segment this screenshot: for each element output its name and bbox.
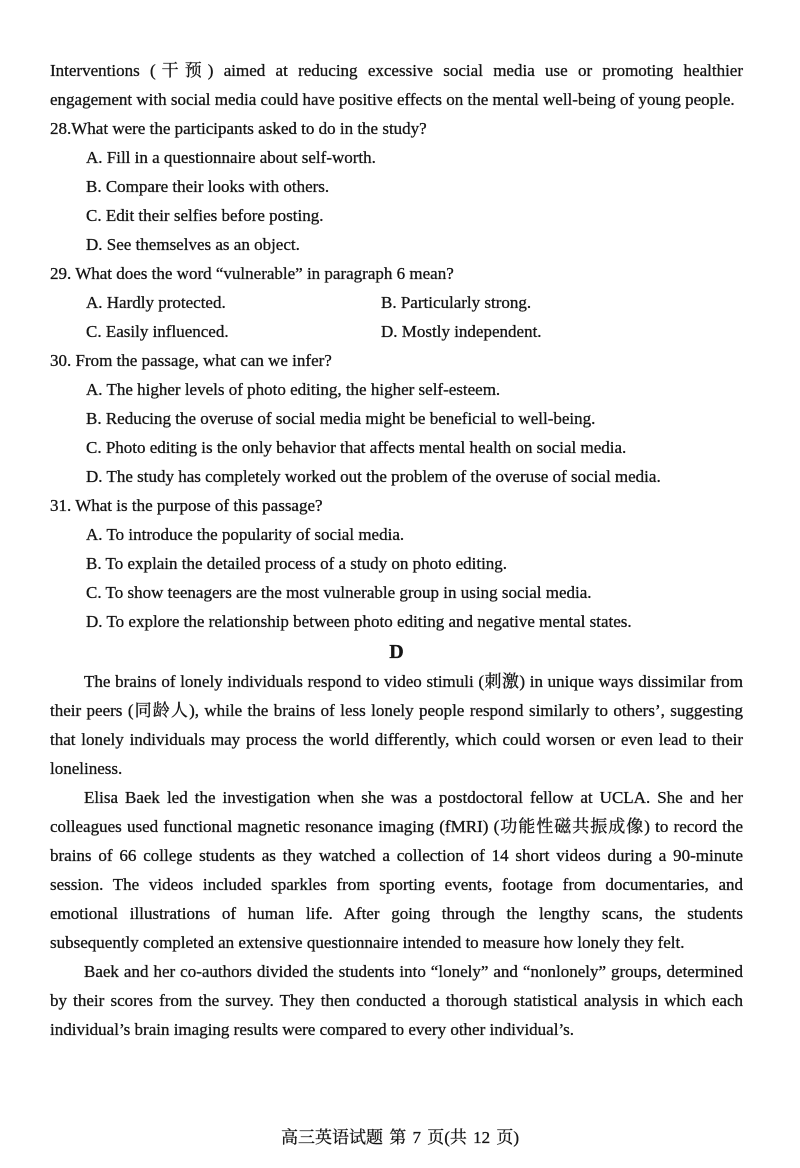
question-31-option-d: D. To explore the relationship between photo editing and negative mental states. — [86, 612, 632, 631]
question-31-option-a: A. To introduce the popularity of social media. — [86, 525, 405, 544]
question-28-text: 28.What were the participants asked to do in the study? — [50, 119, 427, 138]
question-30-text: 30. From the passage, what can we infer? — [50, 351, 332, 370]
section-d-heading: D — [389, 641, 404, 663]
question-31 — [50, 491, 743, 636]
section-d-paragraph-2: Elisa Baek led the investigation when she was a postdoctoral fellow at UCLA. She and her colleagues used functional magnetic resonance imaging (fMRI) (功能性磁共振成像) to record the brains of 66 college students as they watched a collection of 14 short videos during a 90-minute session. The videos included sparkles from sporting events, footage from documentaries, and emotional illustrations of human life. After going through the lengthy scans, the students subsequently completed an extensive questionnaire intended to measure how lonely they felt. — [50, 788, 743, 952]
question-29-option-c: C. Easily influenced. — [86, 322, 229, 341]
question-30-option-c: C. Photo editing is the only behavior that affects mental health on social media. — [86, 438, 627, 457]
question-29-option-b: B. Particularly strong. — [381, 293, 532, 312]
question-31-option-c: C. To show teenagers are the most vulnerable group in using social media. — [86, 583, 592, 602]
question-30 — [50, 346, 743, 491]
question-31-option-b: B. To explain the detailed process of a study on photo editing. — [86, 554, 508, 573]
question-30-option-a: A. The higher levels of photo editing, the higher self-esteem. — [86, 380, 501, 399]
section-d-paragraph-3: Baek and her co-authors divided the students into “lonely” and “nonlonely” groups, determined by their scores from the survey. They then conducted a thorough statistical analysis in which each individual’s brain imaging results were compared to every other individual’s. — [50, 962, 743, 1039]
question-29-text: 29. What does the word “vulnerable” in paragraph 6 mean? — [50, 264, 454, 283]
question-29-option-d: D. Mostly independent. — [381, 322, 542, 341]
question-31-text: 31. What is the purpose of this passage? — [50, 496, 323, 515]
question-28 — [50, 114, 743, 259]
question-30-option-b: B. Reducing the overuse of social media might be beneficial to well-being. — [86, 409, 596, 428]
question-28-option-c: C. Edit their selfies before posting. — [86, 206, 324, 225]
question-28-option-b: B. Compare their looks with others. — [86, 177, 330, 196]
page-footer: 高三英语试题 第 7 页(共 12 页) — [280, 1128, 520, 1147]
question-28-options — [86, 143, 743, 259]
question-30-options — [86, 375, 743, 491]
section-d-paragraph-1: The brains of lonely individuals respond to video stimuli (刺激) in unique ways dissimilar from their peers (同龄人), while the brains of less lonely people respond similarly to others’, suggesting that lonely individuals may process the world differently, which could worsen or even lead to their loneliness. — [50, 672, 743, 778]
question-29-options — [86, 288, 743, 346]
question-29-option-a: A. Hardly protected. — [86, 293, 226, 312]
passage-c-final-paragraph: Interventions (干预) aimed at reducing excessive social media use or promoting healthier engagement with social media could have positive effects on the mental well-being of young people. — [50, 61, 743, 109]
question-29 — [50, 259, 743, 346]
question-28-option-d: D. See themselves as an object. — [86, 235, 300, 254]
question-31-options — [86, 520, 743, 636]
question-28-option-a: A. Fill in a questionnaire about self-worth. — [86, 148, 376, 167]
question-30-option-d: D. The study has completely worked out the problem of the overuse of social media. — [86, 467, 661, 486]
